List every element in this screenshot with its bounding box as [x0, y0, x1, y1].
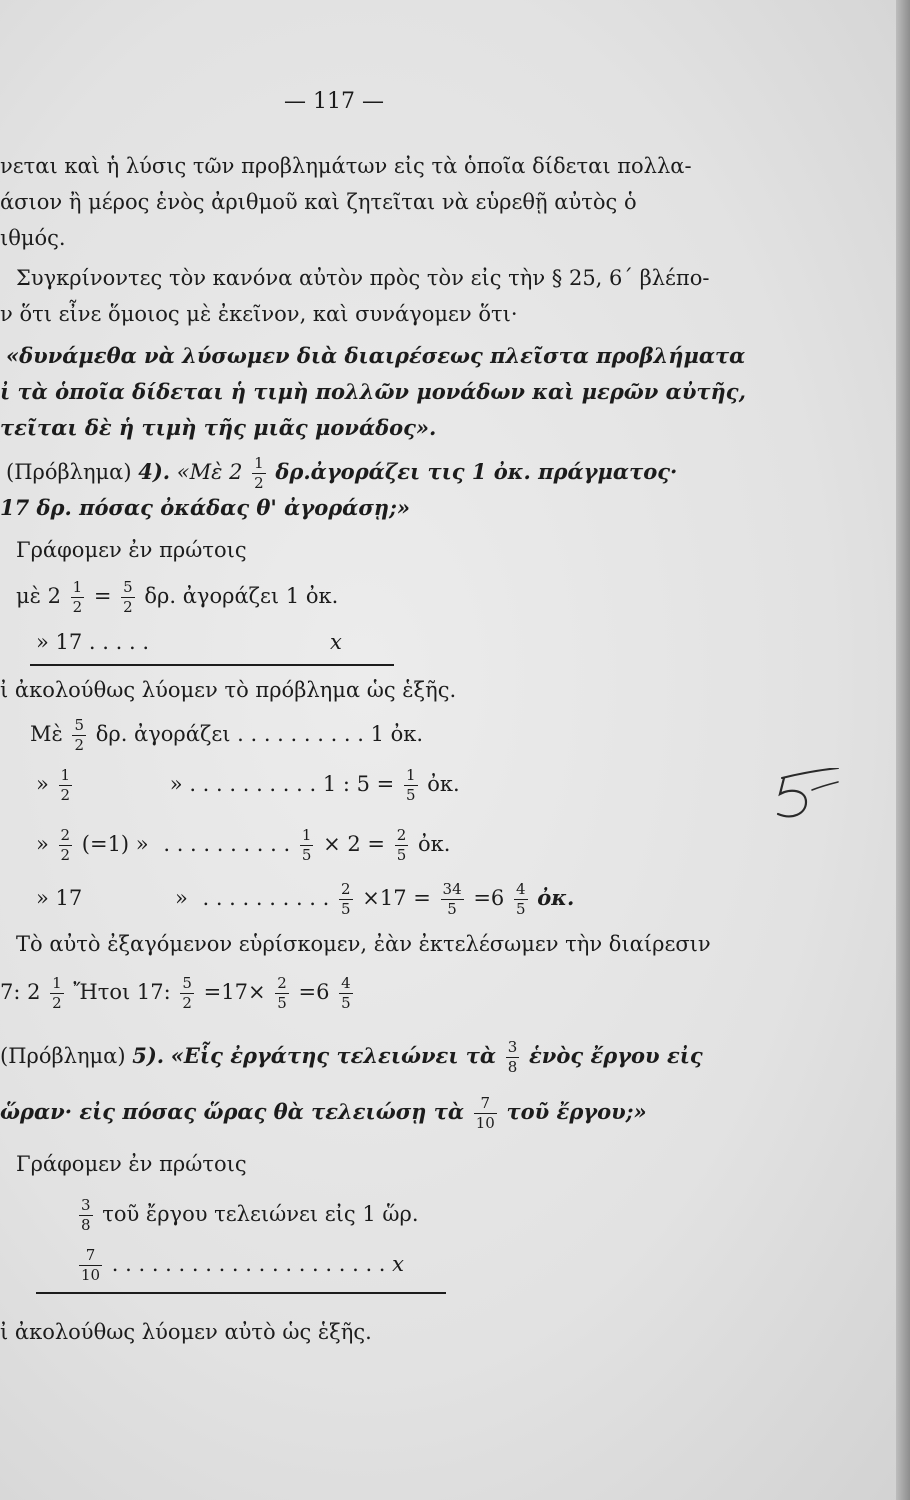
problem-number: 4).	[138, 459, 171, 484]
fraction: $\frac{1}{5}$	[301, 826, 312, 864]
setup-text: . . . . . . . . . . . . . . . . . . . . .	[111, 1252, 386, 1276]
solution-step	[30, 718, 423, 753]
step-text: ὀκ.	[427, 772, 460, 796]
setup-text: » 17 . . . . .	[36, 630, 149, 654]
fraction: $\frac{2}{2}$	[60, 826, 71, 864]
step-text: (=1) »	[81, 832, 149, 856]
problem-text: ὥραν· εἰς πόσας ὥρας θὰ τελειώσῃ τὰ	[0, 1099, 465, 1124]
fraction: $\frac{5}{2}$	[123, 578, 133, 616]
fraction: $\frac{2}{5}$	[277, 974, 287, 1012]
text-line: ν ὅτι εἶνε ὅμοιος μὲ ἐκεῖνον, καὶ συνάγομεν ὅτι·	[0, 302, 518, 326]
problem-text: τοῦ ἔργου;»	[506, 1099, 647, 1124]
rule-quote-line: «δυνάμεθα νὰ λύσωμεν διὰ διαιρέσεως πλεῖστα προβλήματα	[6, 343, 746, 368]
fraction: $\frac{1}{2}$	[52, 974, 62, 1012]
fraction: $\frac{5}{2}$	[74, 716, 85, 754]
equation-line	[0, 976, 356, 1011]
fraction: $\frac{5}{2}$	[182, 974, 192, 1012]
fraction: $\frac{7}{10}$	[475, 1094, 495, 1132]
text-line: ἰ ἀκολούθως λύομεν αὐτὸ ὡς ἑξῆς.	[0, 1320, 372, 1344]
equation-text: Ἤτοι 17:	[73, 980, 171, 1004]
setup-text: τοῦ ἔργου τελειώνει εἰς 1 ὥρ.	[102, 1202, 419, 1226]
text-line: Τὸ αὐτὸ ἐξαγόμενον εὑρίσκομεν, ἐὰν ἐκτελέσωμεν τὴν διαίρεσιν	[16, 932, 711, 956]
rule-quote-line: τεῖται δὲ ἡ τιμὴ τῆς μιᾶς μονάδος».	[0, 415, 437, 440]
unknown-x: x	[330, 630, 342, 654]
fraction: $\frac{3}{8}$	[507, 1038, 518, 1076]
fraction: $\frac{4}{5}$	[341, 974, 351, 1012]
step-text: ὀκ.	[537, 885, 575, 910]
fraction: $\frac{34}{5}$	[442, 880, 462, 918]
problem-number: 5).	[132, 1043, 165, 1068]
problem-text: ἑνὸς ἔργου εἰς	[529, 1043, 703, 1068]
step-text: . . . . . . . . . .	[202, 886, 330, 910]
step-text: ×17 =	[362, 886, 431, 910]
fraction: $\frac{4}{5}$	[515, 880, 526, 918]
step-text: Μὲ	[30, 722, 63, 746]
step-text: »	[169, 772, 183, 796]
setup-line	[16, 580, 338, 615]
problem-5-statement	[0, 1040, 703, 1075]
equation-text: =17×	[203, 980, 266, 1004]
step-text: »	[36, 772, 49, 796]
page-number: — 117 —	[284, 89, 384, 114]
divider-rule	[30, 664, 394, 666]
solution-step	[36, 882, 574, 917]
problem-text: δρ.ἀγοράζει τις 1 ὀκ. πράγματος·	[275, 459, 678, 484]
step-text: δρ. ἀγοράζει . . . . . . . . . . 1 ὀκ.	[95, 722, 424, 746]
fraction: $\frac{3}{8}$	[81, 1196, 91, 1234]
setup-text: δρ. ἀγοράζει 1 ὀκ.	[144, 584, 339, 608]
step-text: »	[36, 832, 49, 856]
fraction: $\frac{7}{10}$	[81, 1246, 101, 1284]
setup-text: μὲ 2	[16, 584, 61, 608]
equation-text: 7: 2	[0, 980, 41, 1004]
setup-line	[76, 1248, 404, 1283]
solution-step	[36, 768, 460, 803]
text-line: Συγκρίνοντες τὸν κανόνα αὐτὸν πρὸς τὸν εἰς τὴν § 25, 6΄ βλέπο-	[16, 266, 710, 290]
fraction: $\frac{1}{2}$	[60, 766, 71, 804]
unknown-x: x	[392, 1252, 404, 1276]
problem-text: «Μὲ 2	[176, 460, 243, 484]
equals-sign: =	[93, 584, 112, 608]
step-text: × 2 =	[323, 832, 386, 856]
text-line: Γράφομεν ἐν πρώτοις	[16, 538, 247, 562]
text-line: ἰ ἀκολούθως λύομεν τὸ πρόβλημα ὡς ἑξῆς.	[0, 678, 457, 702]
problem-label: (Πρόβλημα)	[6, 460, 132, 484]
text-line: ιθμός.	[0, 226, 66, 250]
setup-line	[36, 628, 149, 656]
handwritten-five-mark	[772, 768, 842, 828]
text-line: νεται καὶ ἡ λύσις τῶν προβλημάτων εἰς τὰ ὁποῖα δίδεται πολλα-	[0, 154, 692, 178]
solution-step	[36, 828, 450, 863]
fraction: $\frac{2}{5}$	[396, 826, 407, 864]
fraction: $\frac{2}{5}$	[341, 880, 351, 918]
step-text: »	[174, 886, 188, 910]
problem-text: «Εἷς ἐργάτης τελειώνει τὰ	[170, 1043, 497, 1068]
equation-text: =6	[298, 980, 330, 1004]
fraction: $\frac{1}{2}$	[254, 454, 264, 492]
problem-4-statement	[6, 456, 677, 491]
text-line: Γράφομεν ἐν πρώτοις	[16, 1152, 247, 1176]
step-text: . . . . . . . . . . 1 : 5 =	[189, 772, 395, 796]
page-spine-shadow	[896, 0, 910, 1500]
rule-quote-line: ἰ τὰ ὁποῖα δίδεται ἡ τιμὴ πολλῶν μονάδων καὶ μερῶν αὐτῆς,	[0, 379, 746, 404]
problem-label: (Πρόβλημα)	[0, 1044, 126, 1068]
setup-line	[76, 1198, 419, 1233]
step-text: ὀκ.	[417, 832, 451, 856]
divider-rule	[36, 1292, 446, 1294]
step-text: =6	[473, 886, 505, 910]
step-text: » 17	[36, 886, 83, 910]
problem-5-line2	[0, 1096, 647, 1131]
fraction: $\frac{1}{5}$	[405, 766, 416, 804]
problem-4-line2: 17 δρ. πόσας ὀκάδας θ' ἀγοράσῃ;»	[0, 495, 410, 520]
step-text: . . . . . . . . . .	[163, 832, 291, 856]
fraction: $\frac{1}{2}$	[72, 578, 83, 616]
text-line: άσιον ἢ μέρος ἑνὸς ἀριθμοῦ καὶ ζητεῖται νὰ εὑρεθῇ αὐτὸς ὁ	[0, 190, 637, 214]
